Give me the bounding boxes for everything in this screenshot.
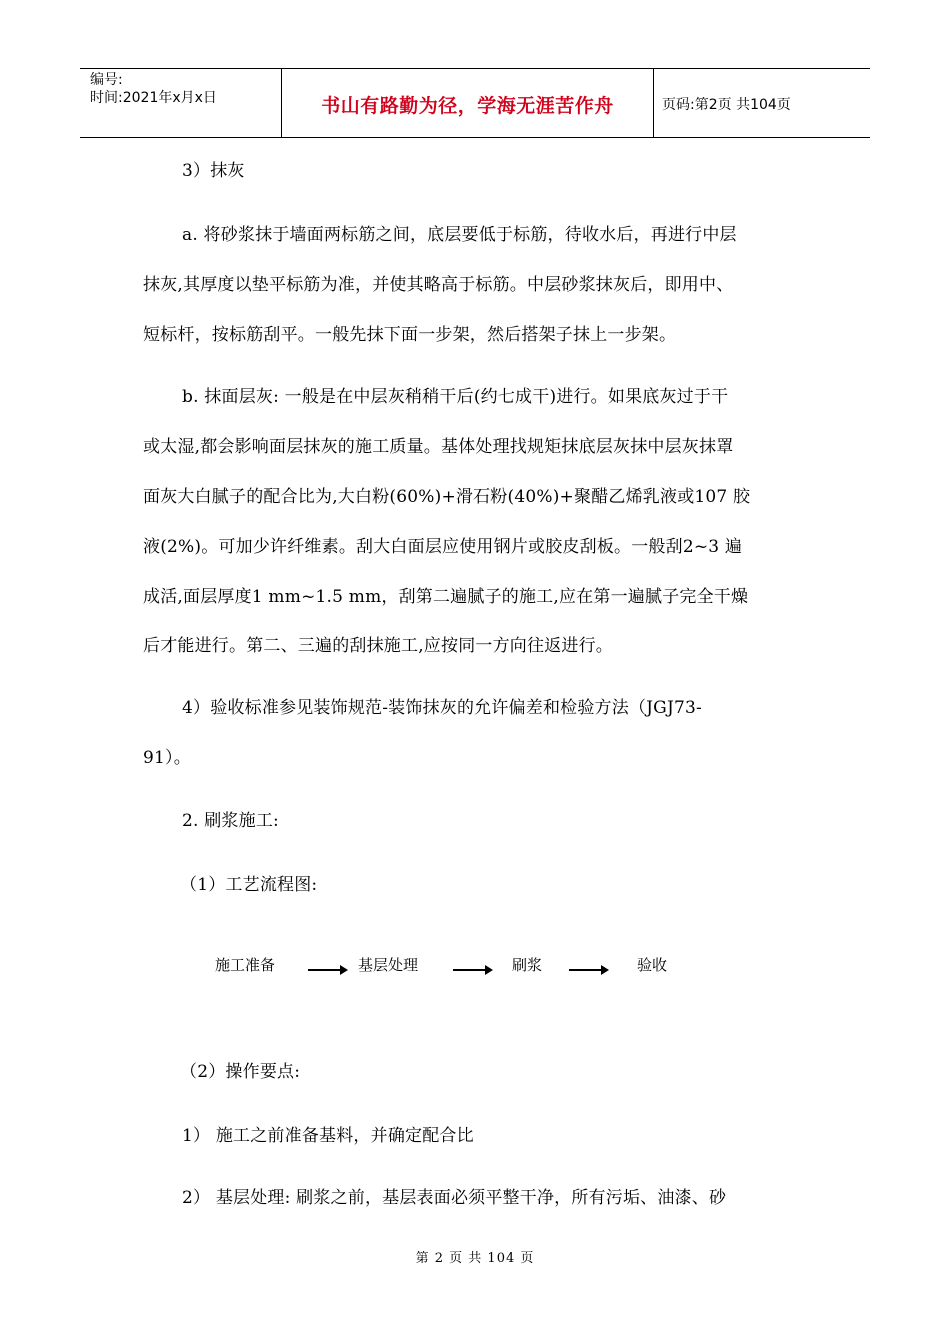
heading-plastering: 3）抹灰 bbox=[182, 161, 245, 181]
flow-arrow-icon bbox=[569, 969, 607, 971]
number-label: 编号: bbox=[90, 72, 123, 88]
subsection-heading: （2）操作要点: bbox=[180, 1062, 301, 1082]
paragraph-line: 短标杆，按标筋刮平。一般先抹下面一步架，然后搭架子抹上一步架。 bbox=[143, 325, 677, 345]
header-meta-cell bbox=[80, 69, 282, 137]
flow-step-acceptance: 验收 bbox=[637, 956, 668, 974]
paragraph-line: b. 抹面层灰: 一般是在中层灰稍稍干后(约七成干)进行。如果底灰过于干 bbox=[182, 387, 729, 407]
subsection-heading: （1）工艺流程图: bbox=[180, 875, 318, 895]
paragraph-line: 或太湿,都会影响面层抹灰的施工质量。基体处理找规矩抹底层灰抹中层灰抹罩 bbox=[143, 437, 734, 457]
paragraph-line: 后才能进行。第二、三遍的刮抹施工,应按同一方向往返进行。 bbox=[143, 636, 614, 656]
page-number-label: 页码:第2页 共104页 bbox=[662, 97, 791, 113]
paragraph-line: 面灰大白腻子的配合比为,大白粉(60%)+滑石粉(40%)+聚醋乙烯乳液或107 胶 bbox=[143, 487, 751, 507]
flow-arrow-icon bbox=[308, 969, 346, 971]
paragraph-line: 成活,面层厚度1 mm~1.5 mm，刮第二遍腻子的施工,应在第一遍腻子完全干燥 bbox=[143, 587, 749, 607]
motto-text: 书山有路勤为径，学海无涯苦作舟 bbox=[321, 95, 614, 117]
page-footer: 第 2 页 共 104 页 bbox=[415, 1251, 535, 1266]
header-motto-cell bbox=[282, 69, 654, 137]
header-page-cell bbox=[654, 69, 870, 137]
paragraph-line: 抹灰,其厚度以垫平标筋为准，并使其略高于标筋。中层砂浆抹灰后，即用中、 bbox=[143, 275, 734, 295]
flow-step-base-treatment: 基层处理 bbox=[358, 956, 419, 974]
paragraph-line: a. 将砂浆抹于墙面两标筋之间，底层要低于标筋，待收水后，再进行中层 bbox=[182, 225, 737, 245]
paragraph-line: 液(2%)。可加少许纤维素。刮大白面层应使用钢片或胶皮刮板。一般刮2~3 遍 bbox=[143, 537, 743, 557]
flow-step-preparation: 施工准备 bbox=[215, 956, 276, 974]
time-label: 时间:2021年x月x日 bbox=[90, 90, 217, 106]
paragraph-line: 4）验收标准参见装饰规范-装饰抹灰的允许偏差和检验方法（JGJ73- bbox=[182, 698, 702, 718]
list-item: 2） 基层处理: 刷浆之前，基层表面必须平整干净，所有污垢、油漆、砂 bbox=[182, 1188, 727, 1208]
flow-step-painting: 刷浆 bbox=[512, 956, 543, 974]
page-header bbox=[80, 68, 870, 138]
paragraph-line: 91）。 bbox=[143, 748, 191, 768]
flow-arrow-icon bbox=[453, 969, 491, 971]
section-heading: 2. 刷浆施工: bbox=[182, 811, 279, 831]
list-item: 1） 施工之前准备基料，并确定配合比 bbox=[182, 1126, 474, 1146]
